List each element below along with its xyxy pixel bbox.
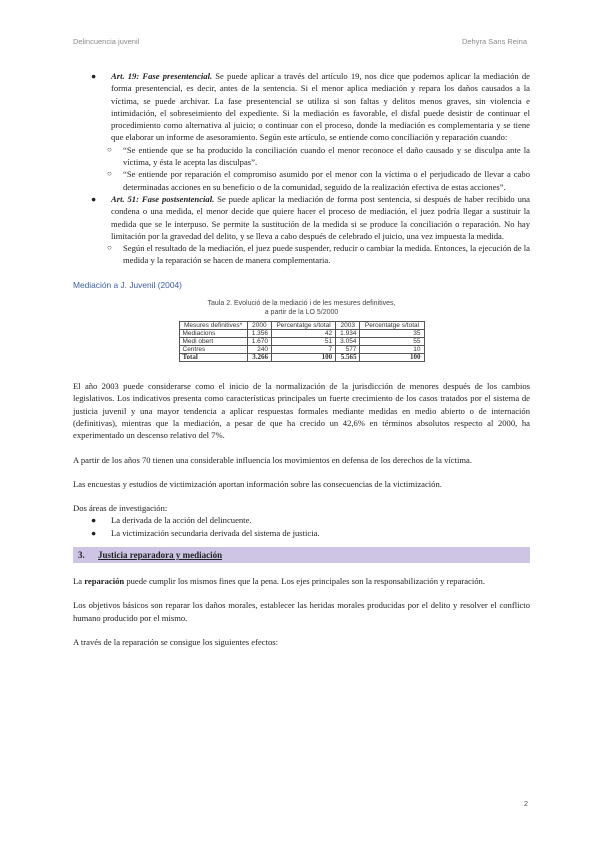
sub-item-text: Según el resultado de la mediación, el juez puede suspender, reducir o cambiar la medida. Entonces, la ejecución de la medida y la reparación se hacen de manera complementaria.	[123, 243, 530, 266]
table-cell: 3.054	[336, 338, 360, 346]
paragraph-objetivos: Los objetivos básicos son reparar los daños morales, establecer las heridas morales producidas por el delito y resolver el conflicto humano producido por el mismo.	[73, 600, 530, 623]
header-doc-title: Delincuencia juvenil	[73, 37, 140, 46]
bullet-dot-icon: ●	[91, 515, 97, 526]
table-cell: Centres	[179, 346, 247, 354]
art19-lead: Art. 19: Fase presentencial.	[111, 71, 213, 81]
table-caption-line1: Taula 2. Evolució de la mediació i de les mesures definitives,	[207, 300, 396, 308]
reparacion-pre: La	[73, 576, 85, 587]
section-heading	[73, 547, 530, 563]
area-item	[73, 514, 530, 526]
table-cell: 240	[247, 346, 271, 354]
table-cell: 1.670	[247, 338, 271, 346]
table-cell: Medi obert	[179, 338, 247, 346]
paragraph-efectos: A través de la reparación se consigue los siguientes efectos:	[73, 636, 278, 647]
table-cell: Total	[179, 354, 247, 362]
area-item-text: La derivada de la acción del delincuente.	[111, 515, 252, 526]
table-header-cell: 2003	[336, 322, 360, 330]
bullet-art19	[73, 70, 530, 144]
table-cell: 5.565	[336, 354, 360, 362]
table-cell: 1.356	[247, 330, 271, 338]
sub-bullet-icon: ○	[107, 243, 112, 253]
paragraph-areas-intro: Dos áreas de investigación:	[73, 503, 168, 514]
bullet-art51	[73, 193, 530, 242]
sub-item	[73, 168, 530, 193]
reparacion-post: puede cumplir los mismos fines que la pena. Los ejes principales son la responsabilización y reparación.	[124, 576, 486, 587]
area-item-text: La victimización secundaria derivada del sistema de justicia.	[111, 527, 320, 538]
table-row	[179, 338, 424, 346]
bullet-dot-icon: ●	[91, 527, 97, 538]
sub-item-text: “Se entiende que se ha producido la conciliación cuando el menor reconoce el daño causado y se disculpa ante la víctima, y ésta le acepta las disculpas”.	[123, 144, 530, 168]
stats-table-figure	[152, 299, 452, 362]
table-cell: 577	[336, 346, 360, 354]
section-number: 3.	[78, 550, 85, 561]
table-cell: 55	[360, 338, 424, 346]
sub-item	[73, 144, 530, 169]
table-cell: 10	[360, 346, 424, 354]
table-row	[179, 346, 424, 354]
table-total-row	[179, 354, 424, 362]
paragraph-reparacion	[73, 575, 530, 587]
mediacion-heading: Mediación a J. Juvenil (2004)	[73, 279, 182, 290]
table-cell: 3.266	[247, 354, 271, 362]
paragraph-encuestas: Las encuestas y estudios de victimización aportan información sobre las consecuencias de la victimización.	[73, 478, 442, 489]
table-cell: Mediacions	[179, 330, 247, 338]
table-header-row	[179, 322, 424, 330]
section-title: Justicia reparadora y mediación	[98, 550, 223, 561]
table-caption-line2: a partir de la LO 5/2000	[264, 309, 339, 317]
page-number: 2	[523, 799, 528, 808]
table-cell: 1.934	[336, 330, 360, 338]
page-content	[73, 70, 530, 648]
table-cell: 7	[272, 346, 336, 354]
table-header-cell: Percentatge s/total	[272, 322, 336, 330]
table-cell: 35	[360, 330, 424, 338]
bullet-dot-icon: ●	[91, 71, 97, 81]
table-cell: 100	[272, 354, 336, 362]
sub-bullet-icon: ○	[107, 144, 112, 154]
table-row	[179, 330, 424, 338]
art51-text: Se puede aplicar la mediación de forma post sentencia, si después de haber recibido una condena o una medida, el menor decide que quiere hacer el proceso de mediación, el juez podría llegar a sustituir la medida que se le interpuso. Se permite la sustitución de la medida si se produce la conciliación o reparación. No hay limitación por la gravedad del delito, y se lleva a cabo después de celebrado el juicio, una vez impuesta la medida.	[111, 193, 530, 241]
paragraph-anos-70: A partir de los años 70 tienen una considerable influencia los movimientos en defensa de los derechos de la víctima.	[73, 454, 473, 465]
art19-text: Se puede aplicar a través del artículo 19, nos dice que podemos aplicar la mediación de forma presentencial, es decir, antes de la sentencia. Si el menor aplica mediación y repara los daños causados a la víctima, se puede archivar. La fase presentencial se utiliza si son faltas y delitos menos graves, sin violencia e intimidación, el sobreseimiento del expediente. Si la mediación es favorable, el disfal puede desistir de continuar el procedimiento como alternativa al juicio; o continuar con el proceso, donde la mediación es complementaria y se tiene que elaborar un informe de asesoramiento. Según este artículo, se entiende como conciliación y reparación cuando:	[111, 71, 530, 143]
table-header-cell: 2000	[247, 322, 271, 330]
reparacion-bold: reparación	[84, 576, 125, 587]
area-item	[73, 527, 530, 539]
bullet-dot-icon: ●	[91, 193, 97, 204]
table-header-cell: Percentatge s/total	[360, 322, 424, 330]
stats-table	[179, 321, 425, 362]
table-cell: 42	[272, 330, 336, 338]
art51-lead: Art. 51: Fase postsentencial.	[111, 193, 215, 204]
paragraph-2003: El año 2003 puede considerarse como el inicio de la normalización de la jurisdicción de menores después de los cambios legislativos. Los indicativos presenta como características principales un fuerte crecimiento de los casos tratados por el sistema de justicia juvenil y una mayor tendencia a aplicar respuestas formales mediante medidas en medio abierto o de internación (definitivas), mientras que la mediación, a pesar de que ha crecido un 42,6% en términos absolutos respecto al 2000, ha experimentado un descenso relativo del 7%.	[73, 381, 530, 441]
header-author: Dehyra Sans Reina	[461, 37, 527, 46]
table-cell: 100	[360, 354, 424, 362]
sub-item	[73, 242, 530, 267]
sub-item-text: “Se entiende por reparación el compromiso asumido por el menor con la víctima o el perjudicado de llevar a cabo determinadas acciones en su beneficio o de la comunidad, seguido de la realización efectiva de estas acciones”.	[123, 169, 530, 192]
sub-bullet-icon: ○	[107, 169, 112, 179]
table-cell: 51	[272, 338, 336, 346]
table-header-cell: Mesures definitives*	[179, 322, 247, 330]
